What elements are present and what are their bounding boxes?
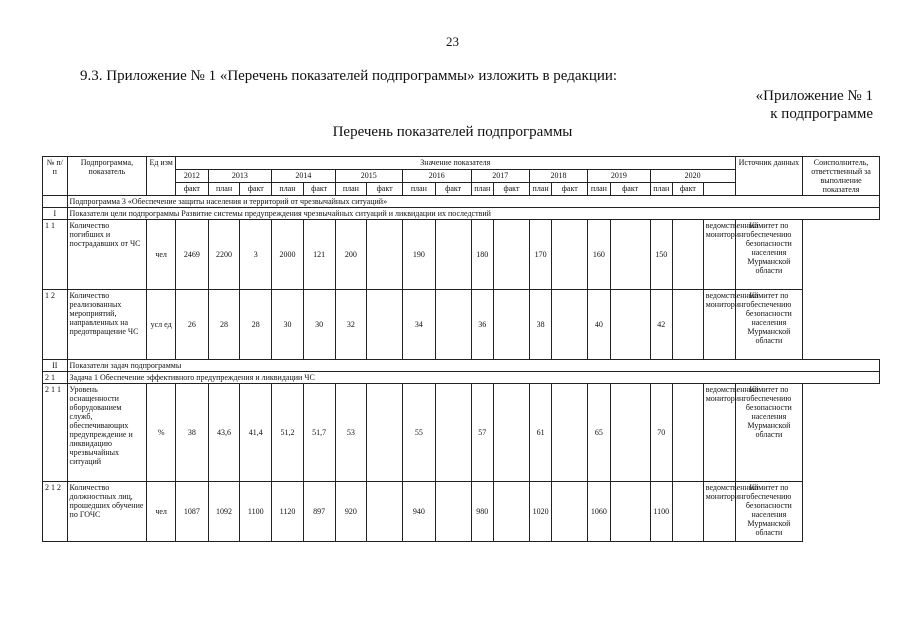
value-cell: 57 xyxy=(471,384,494,482)
source-cell: ведомственный мониторинг xyxy=(703,220,735,290)
value-cell xyxy=(610,384,650,482)
section-number: I xyxy=(43,208,68,220)
section-row xyxy=(43,360,880,372)
value-cell: 53 xyxy=(335,384,367,482)
executor-cell: Комитет по обеспечению безопасности населения Мурманской области xyxy=(735,290,803,360)
executor-cell: Комитет по обеспечению безопасности населения Мурманской области xyxy=(735,220,803,290)
value-cell: 28 xyxy=(240,290,272,360)
value-cell: 43,6 xyxy=(208,384,240,482)
value-cell: 2000 xyxy=(272,220,304,290)
plan-header: план xyxy=(272,183,304,196)
value-cell: 1092 xyxy=(208,482,240,542)
value-cell: 1020 xyxy=(529,482,552,542)
col-no-header: № п/п xyxy=(43,157,68,196)
value-cell: 121 xyxy=(303,220,335,290)
annex-heading: «Приложение № 1 xyxy=(755,88,873,104)
value-cell xyxy=(367,220,403,290)
source-cell: ведомственный мониторинг xyxy=(703,290,735,360)
value-cell xyxy=(494,290,530,360)
value-cell: 1060 xyxy=(588,482,611,542)
source-cell: ведомственный мониторинг xyxy=(703,482,735,542)
value-cell: 42 xyxy=(650,290,673,360)
value-cell: 1087 xyxy=(175,482,208,542)
value-cell: 897 xyxy=(303,482,335,542)
value-cell xyxy=(610,220,650,290)
value-cell: 2200 xyxy=(208,220,240,290)
section-number: II xyxy=(43,360,68,372)
fact-header: факт xyxy=(175,183,208,196)
value-cell xyxy=(552,220,588,290)
row-number: 2 1 1 xyxy=(43,384,68,482)
row-number: 1 1 xyxy=(43,220,68,290)
subprogram-title: Подпрограмма 3 «Обеспечение защиты населения и территорий от чрезвычайных ситуаций» xyxy=(67,196,879,208)
value-cell: 38 xyxy=(529,290,552,360)
row-number: 2 1 2 xyxy=(43,482,68,542)
value-cell xyxy=(435,482,471,542)
col-values-header: Значение показателя xyxy=(175,157,735,170)
executor-cell: Комитет по обеспечению безопасности населения Мурманской области xyxy=(735,482,803,542)
value-cell xyxy=(673,290,704,360)
year-header: 2015 xyxy=(335,170,403,183)
value-cell xyxy=(367,384,403,482)
plan-header: план xyxy=(471,183,494,196)
value-cell: 150 xyxy=(650,220,673,290)
fact-header: факт xyxy=(367,183,403,196)
row-number: 1 2 xyxy=(43,290,68,360)
year-header: 2012 xyxy=(175,170,208,183)
value-cell xyxy=(494,482,530,542)
year-header: 2018 xyxy=(529,170,587,183)
year-header: 2019 xyxy=(588,170,650,183)
value-cell: 980 xyxy=(471,482,494,542)
task-title: Задача 1 Обеспечение эффективного предупреждения и ликвидации ЧС xyxy=(67,372,879,384)
value-cell: 180 xyxy=(471,220,494,290)
value-cell xyxy=(435,384,471,482)
value-cell: 26 xyxy=(175,290,208,360)
unit-cell: чел xyxy=(147,220,176,290)
value-cell xyxy=(367,290,403,360)
value-cell: 51,2 xyxy=(272,384,304,482)
value-cell: 32 xyxy=(335,290,367,360)
annex-subheading: к подпрограмме xyxy=(770,106,873,122)
value-cell: 30 xyxy=(272,290,304,360)
plan-header: план xyxy=(650,183,673,196)
value-cell: 920 xyxy=(335,482,367,542)
fact-header: факт xyxy=(435,183,471,196)
value-cell xyxy=(610,482,650,542)
value-cell: 41,4 xyxy=(240,384,272,482)
year-header: 2013 xyxy=(208,170,271,183)
value-cell: 55 xyxy=(403,384,436,482)
value-cell: 34 xyxy=(403,290,436,360)
plan-header: план xyxy=(588,183,611,196)
value-cell: 1100 xyxy=(650,482,673,542)
value-cell xyxy=(367,482,403,542)
table-row xyxy=(43,384,880,482)
value-cell xyxy=(435,220,471,290)
value-cell: 200 xyxy=(335,220,367,290)
value-cell xyxy=(494,384,530,482)
page-number: 23 xyxy=(446,34,459,49)
subprogram-row xyxy=(43,196,880,208)
fact-header: факт xyxy=(610,183,650,196)
table-row xyxy=(43,482,880,542)
indicator-name: Количество реализованных мероприятий, направленных на предотвращение ЧС xyxy=(67,290,147,360)
value-cell: 1120 xyxy=(272,482,304,542)
header-row-top xyxy=(43,157,880,170)
year-header: 2017 xyxy=(471,170,529,183)
value-cell: 3 xyxy=(240,220,272,290)
value-cell xyxy=(673,220,704,290)
task-row xyxy=(43,372,880,384)
value-cell xyxy=(673,482,704,542)
value-cell xyxy=(435,290,471,360)
value-cell xyxy=(552,482,588,542)
table-title: Перечень показателей подпрограммы xyxy=(332,124,573,140)
value-cell: 190 xyxy=(403,220,436,290)
value-cell xyxy=(494,220,530,290)
indicators-table xyxy=(42,156,880,542)
year-header: 2014 xyxy=(272,170,335,183)
section-row xyxy=(43,208,880,220)
intro-paragraph: 9.3. Приложение № 1 «Перечень показателей подпрограммы» изложить в редакции: xyxy=(80,68,618,84)
year-header: 2016 xyxy=(403,170,472,183)
source-cell: ведомственный мониторинг xyxy=(703,384,735,482)
year-header: 2020 xyxy=(650,170,735,183)
value-cell: 30 xyxy=(303,290,335,360)
value-cell: 160 xyxy=(588,220,611,290)
fact-header: факт xyxy=(303,183,335,196)
unit-cell: % xyxy=(147,384,176,482)
indicator-name: Уровень оснащенности оборудованием служб, обеспечивающих предупреждение и ликвидацию чрезвычайных ситуаций xyxy=(67,384,147,482)
indicator-name: Количество погибших и пострадавших от ЧС xyxy=(67,220,147,290)
table-row xyxy=(43,290,880,360)
value-cell xyxy=(610,290,650,360)
value-cell: 38 xyxy=(175,384,208,482)
indicator-name: Количество должностных лиц, прошедших обучение по ГОЧС xyxy=(67,482,147,542)
fact-header: факт xyxy=(673,183,704,196)
col-executor-header: Соисполнитель, ответственный за выполнение показателя xyxy=(803,157,880,196)
fact-header: факт xyxy=(552,183,588,196)
col-source-header: Источник данных xyxy=(735,157,803,196)
value-cell xyxy=(552,384,588,482)
fact-header: факт xyxy=(494,183,530,196)
value-cell: 51,7 xyxy=(303,384,335,482)
value-cell: 36 xyxy=(471,290,494,360)
task-number: 2 1 xyxy=(43,372,68,384)
section-title: Показатели цели подпрограммы Развитие системы предупреждения чрезвычайных ситуаций и ликвидации их последствий xyxy=(67,208,879,220)
value-cell: 940 xyxy=(403,482,436,542)
executor-cell: Комитет по обеспечению безопасности населения Мурманской области xyxy=(735,384,803,482)
value-cell: 28 xyxy=(208,290,240,360)
value-cell: 40 xyxy=(588,290,611,360)
col-name-header: Подпрограмма, показатель xyxy=(67,157,147,196)
section-title: Показатели задач подпрограммы xyxy=(67,360,879,372)
value-cell: 70 xyxy=(650,384,673,482)
value-cell: 1100 xyxy=(240,482,272,542)
plan-header: план xyxy=(403,183,436,196)
unit-cell: чел xyxy=(147,482,176,542)
value-cell xyxy=(673,384,704,482)
unit-cell: усл ед xyxy=(147,290,176,360)
table-row xyxy=(43,220,880,290)
plan-header: план xyxy=(335,183,367,196)
value-cell xyxy=(552,290,588,360)
plan-header: план xyxy=(529,183,552,196)
fact-header: факт xyxy=(240,183,272,196)
value-cell: 65 xyxy=(588,384,611,482)
col-unit-header: Ед изм xyxy=(147,157,176,196)
value-cell: 61 xyxy=(529,384,552,482)
value-cell: 170 xyxy=(529,220,552,290)
value-cell: 2469 xyxy=(175,220,208,290)
plan-header: план xyxy=(208,183,240,196)
